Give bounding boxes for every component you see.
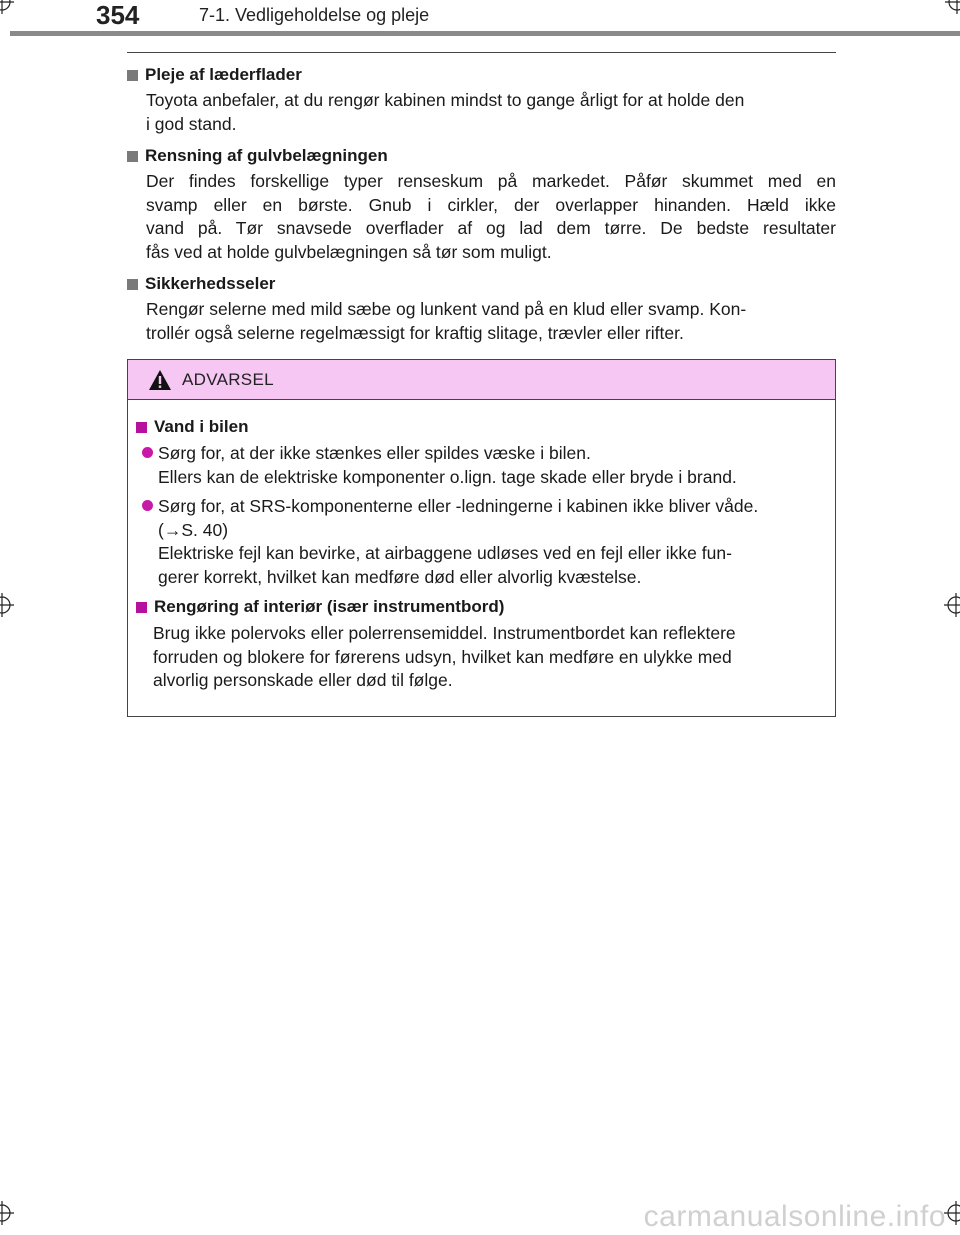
watermark: carmanualsonline.info (643, 1200, 946, 1233)
body-line: trollér også selerne regelmæssigt for kraftig slitage, trævler eller rifter. (146, 322, 684, 343)
bullet-line: Ellers kan de elektriske komponenter o.lign. tage skade eller bryde i brand. (158, 466, 737, 487)
body-line: Toyota anbefaler, at du rengør kabinen mindst to gange årligt for at holde den (146, 90, 745, 110)
bullet-line: gerer korrekt, hvilket kan medføre død eller alvorlig kvæstelse. (158, 566, 642, 587)
warning-triangle-icon (148, 369, 172, 391)
body-line: Der findes forskellige typer renseskum på markedet. Påfør skummet med en (146, 171, 836, 191)
header-bar (10, 31, 960, 36)
top-rule (127, 52, 836, 53)
section-title (127, 64, 836, 86)
warning-label: ADVARSEL (182, 369, 274, 389)
body-line: Rengør selerne med mild sæbe og lunkent vand på en klud eller svamp. Kon- (146, 299, 747, 319)
body-line: vand på. Tør snavsede overflader af og lad dem tørre. De bedste resultater (146, 218, 836, 238)
page-number: 354 (96, 0, 140, 30)
bullet-text (158, 442, 737, 489)
crop-mark-icon (944, 1201, 960, 1225)
body-line: forruden og blokere for førerens udsyn, hvilket kan medføre en ulykke med (153, 646, 732, 667)
crop-mark-icon (0, 593, 14, 617)
body-line: fås ved at holde gulvbelægningen så tør som muligt. (146, 241, 552, 262)
square-bullet-icon (127, 151, 138, 162)
section-title (136, 596, 828, 618)
crop-mark-icon (944, 593, 960, 617)
section-body (146, 89, 836, 136)
round-bullet-icon (142, 500, 153, 511)
section-body (146, 170, 836, 264)
section-body (153, 622, 828, 693)
body-line: alvorlig personskade eller død til følge. (153, 670, 453, 690)
bullet-line: Elektriske fejl kan bevirke, at airbaggene udløses ved en fejl eller ikke fun- (158, 543, 732, 563)
bullet-item (142, 442, 828, 489)
square-bullet-icon (127, 279, 138, 290)
crop-mark-icon (945, 0, 960, 14)
section-title (127, 273, 836, 295)
section-seatbelts (127, 273, 836, 345)
section-title-text: Rensning af gulvbelægningen (145, 146, 388, 165)
section-leather-care (127, 64, 836, 136)
section-title-text: Vand i bilen (154, 417, 249, 436)
body-line: Brug ikke polervoks eller polerrensemiddel. Instrumentbordet kan reflektere (153, 623, 736, 643)
section-title (127, 145, 836, 167)
warning-section-interior (136, 596, 828, 693)
warning-section-water (136, 416, 828, 589)
bullet-line: Sørg for, at SRS-komponenterne eller -ledningerne i kabinen ikke bliver våde. (158, 496, 759, 516)
chapter-title: 7-1. Vedligeholdelse og pleje (199, 5, 430, 25)
crop-mark-icon (0, 1201, 14, 1225)
warning-header (128, 360, 835, 400)
section-title-text: Rengøring af interiør (især instrumentbord) (154, 597, 505, 616)
round-bullet-icon (142, 447, 153, 458)
section-title-text: Sikkerhedsseler (145, 274, 276, 293)
section-floor-covering (127, 145, 836, 264)
section-body (146, 298, 836, 345)
section-title-text: Pleje af læderflader (145, 65, 302, 84)
body-line: i god stand. (146, 113, 237, 134)
square-bullet-icon (136, 422, 147, 433)
square-bullet-icon (136, 602, 147, 613)
bullet-line: Sørg for, at der ikke stænkes eller spildes væske i bilen. (158, 443, 591, 463)
section-title (136, 416, 828, 438)
bullet-item (142, 495, 828, 589)
crop-mark-icon (0, 0, 14, 14)
page-reference-link[interactable]: (→S. 40) (158, 519, 229, 540)
warning-box (127, 359, 836, 717)
bullet-text (158, 495, 758, 589)
body-line: svamp eller en børste. Gnub i cirkler, der overlapper hinanden. Hæld ikke (146, 194, 836, 215)
square-bullet-icon (127, 70, 138, 81)
